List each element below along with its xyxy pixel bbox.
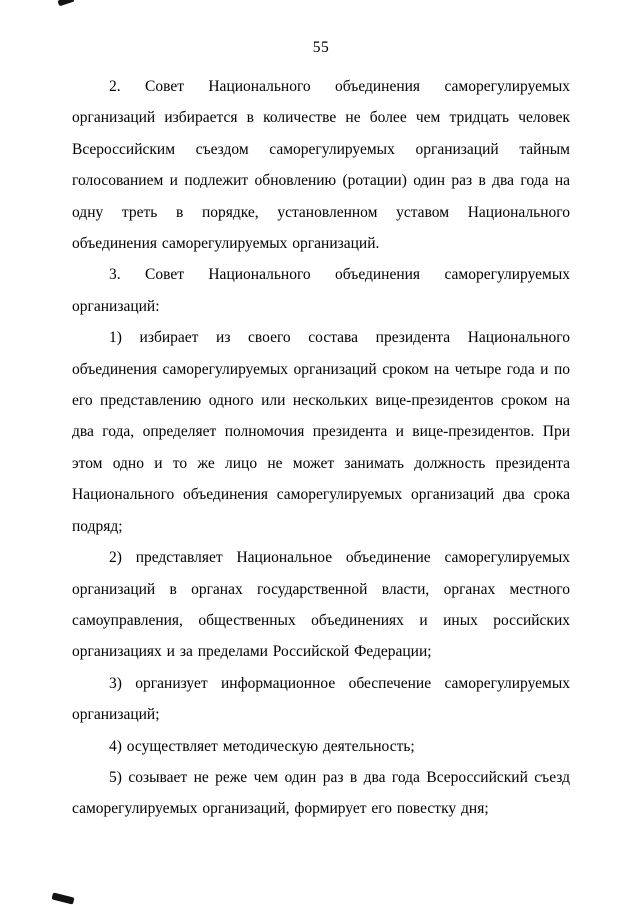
paragraph-item-2: 2. Совет Национального объединения саморегулируемых организаций избирается в количестве не более чем тридцать человек Всероссийским съездом саморегулируемых организаций тайным голосованием и подлежит обновлению (ротации) один раз в два года на одну треть в порядке, установленном уставом Национального объединения саморегулируемых организаций.	[72, 78, 570, 253]
document-body	[72, 71, 570, 825]
paragraph-item-3: 3. Совет Национального объединения саморегулируемых организаций:	[72, 266, 570, 315]
paragraph-subitem-5: 5) созывает не реже чем один раз в два года Всероссийский съезд саморегулируемых организаций, формирует его повестку дня;	[72, 768, 570, 818]
page-number: 55	[312, 39, 330, 56]
paragraph-subitem-4: 4) осуществляет методическую деятельность;	[109, 737, 415, 755]
paragraph-subitem-1: 1) избирает из своего состава президента Национального объединения саморегулируемых организаций сроком на четыре года и по его представлению одного или нескольких вице-президентов сроком на два года, определяет полномочия президента и вице-президентов. При этом одно и то же лицо не может занимать должность президента Национального объединения саморегулируемых организаций два срока подряд;	[72, 329, 570, 535]
paragraph-subitem-2: 2) представляет Национальное объединение саморегулируемых организаций в органах государственной власти, органах местного самоуправления, общественных объединениях и иных российских организациях и за пределами Российской Федерации;	[72, 549, 570, 661]
paragraph-subitem-3: 3) организует информационное обеспечение саморегулируемых организаций;	[72, 674, 570, 724]
